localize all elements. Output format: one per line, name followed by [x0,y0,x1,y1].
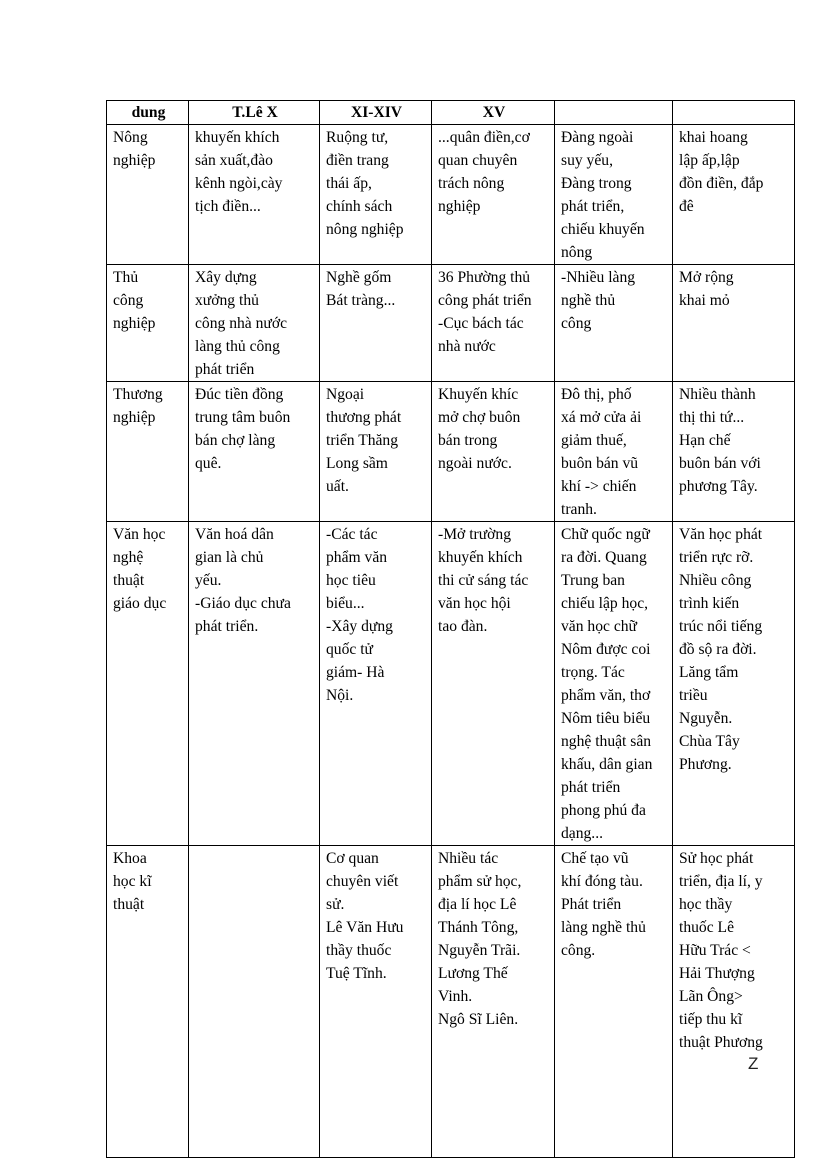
cell-text-line: Văn hoá dân [195,526,274,543]
cell-text-line: Chữ quốc ngữ [561,526,650,543]
row-label-line: thuật [113,896,145,913]
cell-text-line: -Giáo dục chưa [195,595,291,612]
cell-text-line: đê [679,198,694,215]
cell-text-line: gian là chủ [195,549,264,566]
cell-text-line: bán chợ làng [195,432,276,449]
table-cell [673,265,795,382]
cell-text-line: Sử học phát [679,850,754,867]
cell-text-line: phát triển [195,361,255,378]
cell-text-line: tranh. [561,501,597,518]
row-label-cell [107,382,189,522]
cell-text-line: quan chuyên [438,152,518,169]
cell-text-line: Hữu Trác < [679,942,751,959]
cell-text-line: Nhiều thành [679,386,756,403]
cell-text-line: -Cục bách tác [438,315,524,332]
cell-text-line: Nhiều tác [438,850,499,867]
cell-text-line: tao đàn. [438,618,488,635]
cell-text-line: chuyên viết [326,873,399,890]
cell-text-line: Bát tràng... [326,292,396,309]
cell-text-line: Lăng tẩm [679,664,739,681]
table-cell [189,125,320,265]
row-label-line: nghiệp [113,315,156,332]
header-cell-period-6 [673,101,795,125]
cell-text-line: -Xây dựng [326,618,393,635]
cell-text-line: thái ấp, [326,175,372,192]
row-label-line: Khoa [113,850,147,867]
cell-text-line: giám- Hà [326,664,385,681]
table-cell [432,125,555,265]
cell-text-line: thuốc Lê [679,919,734,936]
table-cell [555,382,673,522]
table-cell [320,522,432,846]
table-row-commerce [107,382,795,522]
row-label-line: công [113,292,144,309]
row-label-line: học kĩ [113,873,152,890]
cell-text-line: Xây dựng [195,269,257,286]
history-comparison-table [106,100,795,1158]
table-cell [320,125,432,265]
cell-text-line: 36 Phường thủ [438,269,531,286]
cell-text-line: Phương. [679,756,732,773]
cell-text-line: thi cử sáng tác [438,572,529,589]
table-cell [673,125,795,265]
cell-text-line: khai hoang [679,129,748,146]
cell-text-line: đồn điền, đắp [679,175,764,192]
row-label-cell [107,846,189,1158]
cell-text-line: nông nghiệp [326,221,404,238]
cell-text-line: Lãn Ông> [679,988,743,1005]
header-cell-period-xi-xiv: XI-XIV [320,101,432,125]
cell-text-line: buôn bán với [679,455,761,472]
cell-text-line: Cơ quan [326,850,379,867]
cell-text-line: kênh ngòi,cày [195,175,283,192]
cell-text-line: phát triển, [561,198,625,215]
cell-text-line: sử. [326,896,345,913]
cell-text-line: trung tâm buôn [195,409,291,426]
cell-text-line: nghề thủ [561,292,616,309]
cell-text-line: Đàng ngoài [561,129,634,146]
cell-text-line: Vinh. [438,988,473,1005]
cell-text-line: suy yếu, [561,152,613,169]
table-cell [555,846,673,1158]
table-row-culture-education [107,522,795,846]
cell-text-line: Nôm tiêu biểu [561,710,651,727]
cell-text-line: khuyến khích [438,549,523,566]
cell-text-line: phát triển. [195,618,259,635]
cell-text-line: Khuyến khíc [438,386,519,403]
table-row-handicraft [107,265,795,382]
cell-text-line: trúc nổi tiếng [679,618,763,635]
cell-text-line: Nguyễn. [679,710,733,727]
cell-text-line: Thánh Tông, [438,919,519,936]
cell-text-line: buôn bán vũ [561,455,639,472]
cell-text-line: công nhà nước [195,315,288,332]
cell-text-line: dạng... [561,825,604,842]
cell-text-line: khai mỏ [679,292,730,309]
cell-text-line: trọng. Tác [561,664,625,681]
row-label-line: Nông [113,129,148,146]
cell-text-line: xưởng thủ [195,292,259,309]
cell-text-line: Ngô Sĩ Liên. [438,1011,519,1028]
cell-text-line: trình kiến [679,595,740,612]
table-cell [673,382,795,522]
header-cell-period-le-x: T.Lê X [189,101,320,125]
cell-text-line: công phát triển [438,292,532,309]
cell-text-line: học tiêu [326,572,376,589]
header-cell-period-xv: XV [432,101,555,125]
row-label-line: Văn học [113,526,166,543]
row-label-line: nghiệp [113,409,156,426]
cell-text-line: khuyến khích [195,129,280,146]
cell-text-line: chiếu khuyến [561,221,645,238]
cell-text-line: triển rực rỡ. [679,549,754,566]
row-label-line: thuật [113,572,145,589]
cell-text-line: Đúc tiền đồng [195,386,284,403]
table-cell [189,522,320,846]
cell-text-line: văn học hội [438,595,511,612]
table-cell [189,846,320,1158]
table-cell [320,846,432,1158]
cell-text-line: Nôm được coi [561,641,651,658]
table-cell [673,522,795,846]
cell-text-line: công [561,315,592,332]
cell-text-line: ra đời. Quang [561,549,647,566]
cell-text-line: chính sách [326,198,393,215]
cell-text-line: yếu. [195,572,222,589]
page-number: Z [748,1054,759,1073]
cell-text-line: Ruộng tư, [326,129,389,146]
cell-text-line: Mở rộng [679,269,734,286]
table-cell [189,265,320,382]
table-cell [189,382,320,522]
row-label-cell [107,125,189,265]
row-label-line: Thủ [113,269,139,286]
cell-text-line: uất. [326,478,349,495]
cell-text-line: ...quân điền,cơ [438,129,530,146]
table-body [107,125,795,1158]
row-label-line: Thương [113,386,163,403]
cell-text-line: Nội. [326,687,354,704]
cell-text-line: thị thi tứ... [679,409,745,426]
cell-text-line: Chế tạo vũ [561,850,629,867]
cell-text-line: phẩm sử học, [438,873,522,890]
cell-text-line: phát triển [561,779,621,796]
cell-text-line: khấu, dân gian [561,756,653,773]
table-cell [432,382,555,522]
table-cell [432,522,555,846]
cell-text-line: thương phát [326,409,402,426]
table-row-agriculture [107,125,795,265]
cell-text-line: Trung ban [561,572,625,589]
cell-text-line: mở chợ buôn [438,409,521,426]
cell-text-line: phẩm văn, thơ [561,687,651,704]
cell-text-line: triều [679,687,708,704]
cell-text-line: sản xuất,đào [195,152,273,169]
cell-text-line: tịch điền... [195,198,261,215]
cell-text-line: ngoài nước. [438,455,512,472]
cell-text-line: khí đóng tàu. [561,873,643,890]
cell-text-line: nhà nước [438,338,496,355]
cell-text-line: văn học chữ [561,618,637,635]
cell-text-line: -Mở trường [438,526,512,543]
cell-text-line: nông [561,244,593,261]
cell-text-line: thầy thuốc [326,942,392,959]
cell-text-line: điền trang [326,152,389,169]
cell-text-line: triển Thăng [326,432,399,449]
row-label-line: nghệ [113,549,144,566]
table-cell [432,265,555,382]
cell-text-line: Đàng trong [561,175,632,192]
row-label-cell [107,265,189,382]
cell-text-line: quốc tử [326,641,373,658]
table-cell [320,382,432,522]
cell-text-line: thuật Phương [679,1034,763,1051]
cell-text-line: Đô thị, phố [561,386,632,403]
cell-text-line: làng nghề thủ [561,919,646,936]
row-label-line: nghiệp [113,152,156,169]
cell-text-line: đồ sộ ra đời. [679,641,757,658]
cell-text-line: nghệ thuật sân [561,733,652,750]
cell-text-line: Nhiều công [679,572,752,589]
cell-text-line: Ngoại [326,386,365,403]
cell-text-line: Lê Văn Hưu [326,919,404,936]
table-cell [432,846,555,1158]
cell-text-line: -Nhiều làng [561,269,636,286]
cell-text-line: làng thủ công [195,338,280,355]
cell-text-line: -Các tác [326,526,378,543]
cell-text-line: Nghề gốm [326,269,392,286]
table-header-row [107,101,795,125]
cell-text-line: triển, địa lí, y [679,873,763,890]
cell-text-line: trách nông [438,175,505,192]
table-cell [555,265,673,382]
cell-text-line: Tuệ Tĩnh. [326,965,387,982]
cell-text-line: xá mở cửa ải [561,409,642,426]
cell-text-line: Nguyễn Trãi. [438,942,521,959]
cell-text-line: bán trong [438,432,498,449]
cell-text-line: chiếu lập học, [561,595,649,612]
cell-text-line: nghiệp [438,198,481,215]
header-cell-period-5 [555,101,673,125]
cell-text-line: Long sầm [326,455,388,472]
cell-text-line: Lương Thế [438,965,508,982]
header-cell-content: dung [107,101,189,125]
cell-text-line: địa lí học Lê [438,896,517,913]
cell-text-line: biểu... [326,595,365,612]
cell-text-line: giảm thuế, [561,432,627,449]
cell-text-line: Hạn chế [679,432,731,449]
cell-text-line: lập ấp,lập [679,152,740,169]
table-cell [555,522,673,846]
row-label-line: giáo dục [113,595,167,612]
cell-text-line: Chùa Tây [679,733,740,750]
cell-text-line: quê. [195,455,222,472]
table-cell [555,125,673,265]
cell-text-line: học thầy [679,896,733,913]
cell-text-line: phẩm văn [326,549,388,566]
table-row-science-technology [107,846,795,1158]
cell-text-line: tiếp thu kĩ [679,1011,743,1028]
cell-text-line: phương Tây. [679,478,758,495]
cell-text-line: công. [561,942,596,959]
table-cell [673,846,795,1158]
row-label-cell [107,522,189,846]
cell-text-line: Phát triển [561,896,622,913]
cell-text-line: Hải Thượng [679,965,755,982]
cell-text-line: phong phú đa [561,802,646,819]
table-cell [320,265,432,382]
cell-text-line: khí -> chiến [561,478,637,495]
cell-text-line: Văn học phát [679,526,763,543]
